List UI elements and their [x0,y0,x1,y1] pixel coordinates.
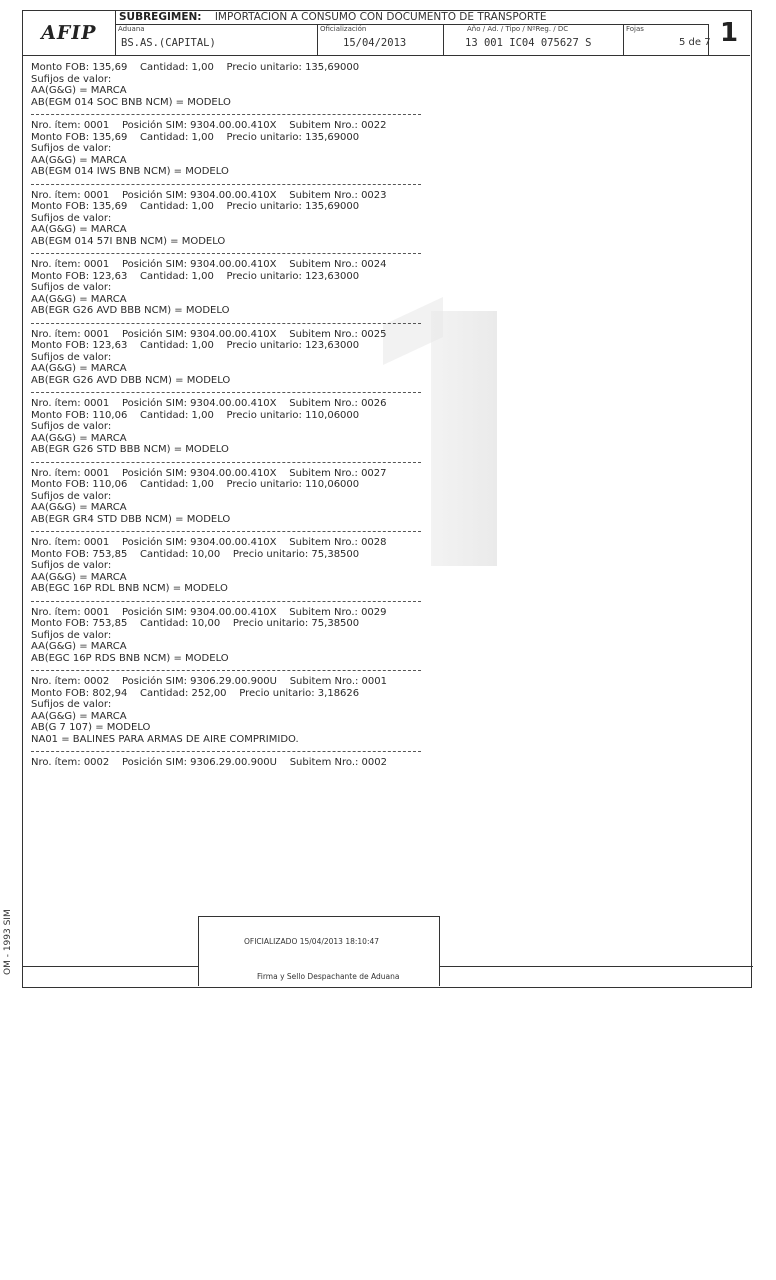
item-line: Monto FOB: 135,69 Cantidad: 1,00 Precio unitario: 135,69000 [31,131,360,143]
form-code: OM - 1993 SIM [3,909,13,975]
item-line: AB(EGC 16P RDL BNB NCM) = MODELO [31,583,228,594]
item-line: AA(G&G) = MARCA [31,224,127,235]
item-line: AB(EGR G26 AVD BBB NCM) = MODELO [31,305,230,316]
item-block [31,676,631,745]
item-line: AB(EGM 014 SOC BNB NCM) = MODELO [31,96,231,108]
item-separator [31,462,421,463]
item-line: Sufijos de valor: [31,699,112,710]
item-line: Nro. ítem: 0001 Posición SIM: 9304.00.00.410X Subitem Nro.: 0029 [31,606,387,618]
subregimen-row [115,11,708,25]
item-line: Monto FOB: 802,94 Cantidad: 252,00 Precio unitario: 3,18626 [31,687,360,699]
item-separator [31,323,421,324]
item-line: Sufijos de valor: [31,351,112,363]
item-line: AB(EGM 014 57I BNB NCM) = MODELO [31,235,226,247]
footer-line-right [440,966,753,967]
afip-logo: AFIP [39,22,99,44]
fojas-cell [623,24,709,55]
item-line: AA(G&G) = MARCA [31,710,127,722]
item-line: AA(G&G) = MARCA [31,502,127,513]
item-line: AA(G&G) = MARCA [31,641,127,652]
item-line: Monto FOB: 110,06 Cantidad: 1,00 Precio unitario: 110,06000 [31,479,360,490]
item-block [31,468,631,526]
fojas-label: Fojas [626,25,644,33]
item-line: Nro. ítem: 0001 Posición SIM: 9304.00.00.410X Subitem Nro.: 0022 [31,120,387,131]
item-block [31,259,631,317]
item-block [31,120,631,178]
item-line: Sufijos de valor: [31,490,112,502]
item-line: Nro. ítem: 0002 Posición SIM: 9306.29.00.900U Subitem Nro.: 0002 [31,757,387,768]
item-line: AA(G&G) = MARCA [31,363,127,374]
aduana-cell [115,24,318,55]
subregimen-label: SUBREGIMEN: [119,11,202,23]
item-separator [31,114,421,115]
item-block [31,757,631,769]
item-line: Sufijos de valor: [31,282,112,293]
customs-form [22,10,752,988]
form-header [23,11,750,56]
item-line: Monto FOB: 753,85 Cantidad: 10,00 Precio unitario: 75,38500 [31,548,360,560]
aduana-value: BS.AS.(CAPITAL) [121,37,216,49]
item-separator [31,184,421,185]
item-line: Nro. ítem: 0001 Posición SIM: 9304.00.00.410X Subitem Nro.: 0024 [31,259,387,270]
item-line: Monto FOB: 123,63 Cantidad: 1,00 Precio unitario: 123,63000 [31,270,360,282]
oficializacion-cell [317,24,444,55]
page-number: 1 [719,18,739,48]
item-line: AB(EGR G26 AVD DBB NCM) = MODELO [31,374,231,386]
item-separator [31,670,421,671]
item-block [31,190,631,248]
item-line: AA(G&G) = MARCA [31,432,127,444]
item-line: Sufijos de valor: [31,212,112,224]
item-separator [31,601,421,602]
fojas-value: 5 de 7 [679,37,711,48]
item-line: Nro. ítem: 0002 Posición SIM: 9306.29.00.900U Subitem Nro.: 0001 [31,676,387,687]
items-list [31,62,631,769]
item-separator [31,392,421,393]
oficializacion-label: Oficialización [320,25,367,33]
item-line: Sufijos de valor: [31,73,112,85]
item-line: Monto FOB: 110,06 Cantidad: 1,00 Precio unitario: 110,06000 [31,409,360,421]
item-separator [31,531,421,532]
logo-cell [23,11,116,55]
item-line: Sufijos de valor: [31,421,112,432]
signature-caption: Firma y Sello Despachante de Aduana [257,972,400,981]
item-line: AA(G&G) = MARCA [31,571,127,583]
item-line: AA(G&G) = MARCA [31,154,127,166]
item-line: AA(G&G) = MARCA [31,293,127,305]
registro-value: 13 001 IC04 075627 S [465,37,592,49]
item-separator [31,253,421,254]
item-line: Monto FOB: 123,63 Cantidad: 1,00 Precio unitario: 123,63000 [31,340,360,351]
item-line: Monto FOB: 135,69 Cantidad: 1,00 Precio unitario: 135,69000 [31,201,360,212]
item-line: Nro. ítem: 0001 Posición SIM: 9304.00.00.410X Subitem Nro.: 0027 [31,467,387,479]
oficializado-status: OFICIALIZADO 15/04/2013 18:10:47 [244,937,380,946]
item-line: AB(EGR GR4 STD DBB NCM) = MODELO [31,513,231,525]
item-line: NA01 = BALINES PARA ARMAS DE AIRE COMPRIMIDO. [31,733,299,745]
item-line: AB(EGC 16P RDS BNB NCM) = MODELO [31,652,229,664]
aduana-label: Aduana [118,25,145,33]
item-separator [31,751,421,752]
item-line: Sufijos de valor: [31,629,112,641]
page-number-cell [708,11,750,55]
item-line: AA(G&G) = MARCA [31,85,127,96]
subregimen-value: IMPORTACION A CONSUMO CON DOCUMENTO DE TRANSPORTE [214,11,547,23]
footer-line-left [23,966,198,967]
registro-cell [443,24,624,55]
item-line: Nro. ítem: 0001 Posición SIM: 9304.00.00.410X Subitem Nro.: 0026 [31,398,387,409]
item-block [31,329,631,387]
item-line: Nro. ítem: 0001 Posición SIM: 9304.00.00.410X Subitem Nro.: 0028 [31,537,387,548]
item-line: Sufijos de valor: [31,143,112,154]
registro-label: Año / Ad. / Tipo / NºReg. / DC [467,25,569,33]
item-line: Monto FOB: 135,69 Cantidad: 1,00 Precio unitario: 135,69000 [31,62,360,73]
item-block [31,62,631,108]
signature-box [198,916,440,986]
item-line: Sufijos de valor: [31,560,112,571]
item-block [31,537,631,595]
item-line: Nro. ítem: 0001 Posición SIM: 9304.00.00.410X Subitem Nro.: 0023 [31,189,387,201]
item-block [31,398,631,456]
item-line: Nro. ítem: 0001 Posición SIM: 9304.00.00.410X Subitem Nro.: 0025 [31,328,387,340]
item-block [31,607,631,665]
oficializacion-value: 15/04/2013 [343,37,407,49]
item-line: Monto FOB: 753,85 Cantidad: 10,00 Precio unitario: 75,38500 [31,618,360,629]
item-line: AB(EGM 014 IWS BNB NCM) = MODELO [31,166,229,177]
item-line: AB(EGR G26 STD BBB NCM) = MODELO [31,444,229,455]
item-line: AB(G 7 107) = MODELO [31,722,151,733]
